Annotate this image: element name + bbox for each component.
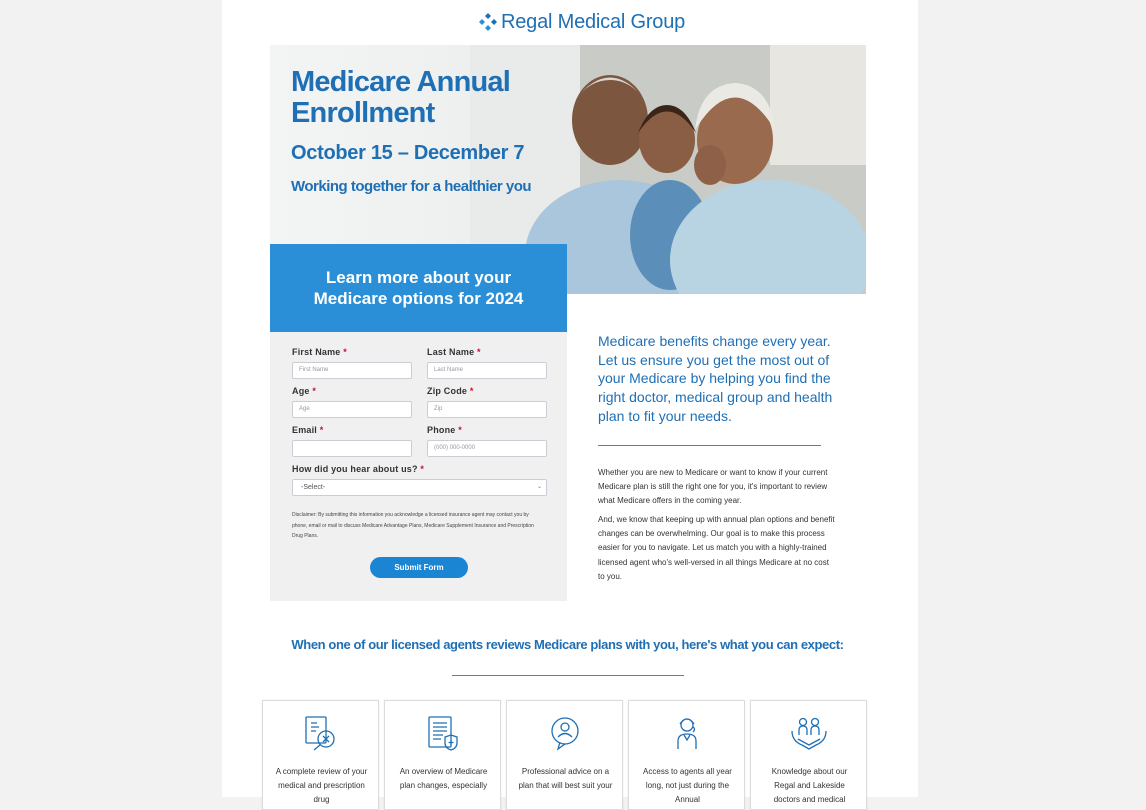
email-label: Email *	[292, 425, 324, 435]
expectation-card	[628, 700, 745, 810]
goal-paragraph: And, we know that keeping up with annual plan options and benefit changes can be overwhelming. Our goal is to make this process easier for you to navigate. Let us match you with a highly-trained licensed agent who's well-versed in all things Medicare at no cost to you.	[598, 515, 835, 581]
lead-form	[270, 332, 567, 601]
age-input[interactable]: Age	[292, 401, 412, 418]
brand-logo[interactable]	[478, 9, 685, 35]
form-header	[270, 244, 567, 332]
email-input[interactable]	[292, 440, 412, 457]
plan-document-icon	[424, 715, 462, 751]
first-name-label: First Name *	[292, 347, 347, 357]
card-text: A complete review of your medical and prescription drug	[275, 767, 368, 804]
referral-source-label: How did you hear about us? *	[292, 464, 425, 474]
brand-name: Regal Medical Group	[501, 10, 686, 33]
submit-form-button[interactable]: Submit Form	[370, 557, 468, 578]
expectation-card	[384, 700, 501, 810]
last-name-input[interactable]: Last Name	[427, 362, 547, 379]
zip-code-input[interactable]: Zip	[427, 401, 547, 418]
card-text: Knowledge about our Regal and Lakeside doctors and medical	[771, 767, 848, 804]
first-name-input[interactable]: First Name	[292, 362, 412, 379]
zip-code-label: Zip Code *	[427, 386, 474, 396]
expectation-card	[262, 700, 379, 810]
card-text: Access to agents all year long, not just during the Annual	[643, 767, 732, 804]
intro-paragraph: Whether you are new to Medicare or want to know if your current Medicare plan is still the right one for you, it's important to review what Medicare offers in the coming year.	[598, 468, 828, 506]
agent-person-icon	[668, 715, 706, 751]
phone-input[interactable]: (000) 000-0000	[427, 440, 547, 457]
last-name-label: Last Name *	[427, 347, 481, 357]
referral-source-select[interactable]	[292, 479, 547, 496]
form-disclaimer: Disclaimer: By submitting this information you acknowledge a licensed insurance agent may contact you by phone, email or mail to discuss Medicare Advantage Plans, Medicare Supplement Insurance and Prescription Drug Plans.	[292, 512, 534, 539]
card-text: An overview of Medicare plan changes, especially	[399, 767, 488, 790]
expectations-heading: When one of our licensed agents reviews Medicare plans with you, here's what you can expect:	[291, 637, 844, 652]
enrollment-dates: October 15 – December 7	[291, 142, 525, 164]
hero-title: Medicare Annual Enrollment	[291, 66, 510, 129]
form-header-text: Learn more about your Medicare options for 2024	[313, 268, 524, 308]
card-text: Professional advice on a plan that will best suit your	[518, 767, 613, 790]
caring-hands-icon	[790, 715, 828, 751]
advice-chat-icon	[546, 715, 584, 751]
benefits-lead-text: Medicare benefits change every year. Let us ensure you get the most out of your Medicare by helping you find the right doctor, medical group and health plan to fit your needs.	[598, 333, 833, 424]
prescription-review-icon	[302, 715, 340, 751]
expectation-card	[506, 700, 623, 810]
page-container	[222, 0, 918, 804]
regal-logo-icon	[478, 12, 498, 32]
section-divider	[598, 445, 821, 446]
hero-tagline: Working together for a healthier you	[291, 178, 532, 195]
phone-label: Phone *	[427, 425, 462, 435]
referral-source-value: -Select-	[301, 484, 326, 491]
chevron-down-icon: ⌄	[536, 484, 542, 490]
expectations-divider	[452, 675, 684, 676]
expectation-card	[750, 700, 867, 810]
age-label: Age *	[292, 386, 317, 396]
